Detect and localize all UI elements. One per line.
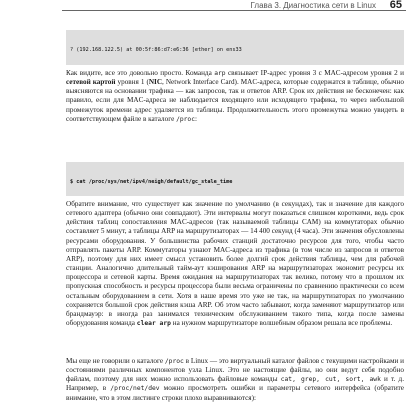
inline-code: clear arp bbox=[136, 320, 171, 328]
paragraph-arp-explanation bbox=[66, 69, 404, 124]
header-rule bbox=[62, 10, 406, 11]
inline-code: /proc bbox=[164, 358, 184, 365]
chapter-title: Глава 3. Диагностика сети в Linux bbox=[250, 1, 376, 10]
page-header bbox=[0, 0, 420, 14]
arp-output-code-block bbox=[66, 30, 404, 65]
inline-code: arp bbox=[214, 70, 226, 77]
text-run: можно просмотреть ошибки и параметры сетевого интерфейса (обратите внимание, что в этом листинге строки плохо выравниваются): bbox=[66, 384, 404, 402]
text-run: уровня 1 ( bbox=[115, 78, 149, 87]
paragraph-timeouts bbox=[66, 200, 404, 328]
text-run: : bbox=[195, 114, 198, 123]
code-line: ? (192.168.122.5) at 00:5f:86:d7:e6:36 [ether] on ens33 bbox=[70, 46, 242, 53]
text-run: Как видите, все это довольно просто. Команда bbox=[66, 69, 215, 77]
inline-code: /proc bbox=[176, 115, 196, 123]
inline-code: /proc/net/dev bbox=[110, 385, 160, 393]
inline-code: cat, grep, cut, sort, awk bbox=[280, 376, 381, 384]
code-line: $ cat /proc/sys/net/ipv4/neigh/default/gc_stale_time bbox=[70, 178, 233, 185]
bold-term: сетевой картой bbox=[66, 78, 116, 87]
text-run: Обратите внимание, что существует как значение по умолчанию (в секундах), так и значение для каждого сетевого адаптера (обычно они совпадают). Эти интервалы могут показаться слишком короткими, ведь срок действия таблиц сопоставления MAC-адресов (так называемой таблицы CAM) на коммутаторах обычно составляет 5 минут, а таблицы ARP на маршрутизаторах — 14 400 секунд (4 часа). Эти значения обусловлены ресурсами оборудования. У большинства рабочих станций достаточно ресурсов для того, чтобы часто отправлять пакеты ARP. Коммутаторы узнают MAC-адреса из трафика (в том числе из запросов и ответов ARP), поэтому для них имеет смысл установить более долгий срок действия таблицы, чем для рабочей станции. Аналогично длительный тайм-аут кэширования ARP на маршрутизаторах экономит ресурсы их процессора и сетевой карты. Время ожидания на маршрутизаторах так велико, потому что в прошлом их пропускная способность и ресурсы процессора были весьма ограничены по сравнению практически со всем остальным оборудованием в сети. Хотя в наше время это уже не так, на маршрутизаторах по умолчанию сохраняется большой срок действия кэша ARP. Об этом часто забывают, когда заменяют маршрутизатор или брандмауэр: в иногда раз занимался техническим обслуживанием такого типа, когда после замены оборудования команда bbox=[66, 200, 404, 328]
text-run: , Network Interface Card). MAC-адреса, которые содержатся в таблице, обычно выясняются на основании трафика — как запросов, так и ответов ARP. Срок их действия не бесконечен: как правило, если для MAC-адреса не наблюдается входящего или исходящего трафика, то через небольшой промежуток времени адрес удаляется из таблицы. Продолжительность этого промежутка можно увидеть в соответствующем файле в каталоге bbox=[66, 78, 404, 123]
text-run: и т. д. Например, в bbox=[66, 375, 405, 393]
page-number: 65 bbox=[389, 0, 402, 11]
text-run: в Linux — это виртуальный каталог файлов с текущими настройками и состояниями различных компонентов узла Linux. Это не настоящие файлы, но они ведут себя подобно файлам, поэтому для них можно использовать файловые команды bbox=[66, 357, 404, 384]
gc-stale-time-code-block bbox=[66, 162, 404, 196]
text-run: на нужном маршрутизаторе волшебным образом решала все проблемы. bbox=[170, 319, 393, 328]
bold-term: NIC bbox=[148, 78, 163, 87]
paragraph-proc-directory bbox=[66, 357, 404, 403]
text-run: Мы еще не говорили о каталоге bbox=[66, 357, 165, 365]
text-run: связывает IP-адрес уровня 3 с MAC-адресом уровня 2 и bbox=[225, 69, 404, 77]
